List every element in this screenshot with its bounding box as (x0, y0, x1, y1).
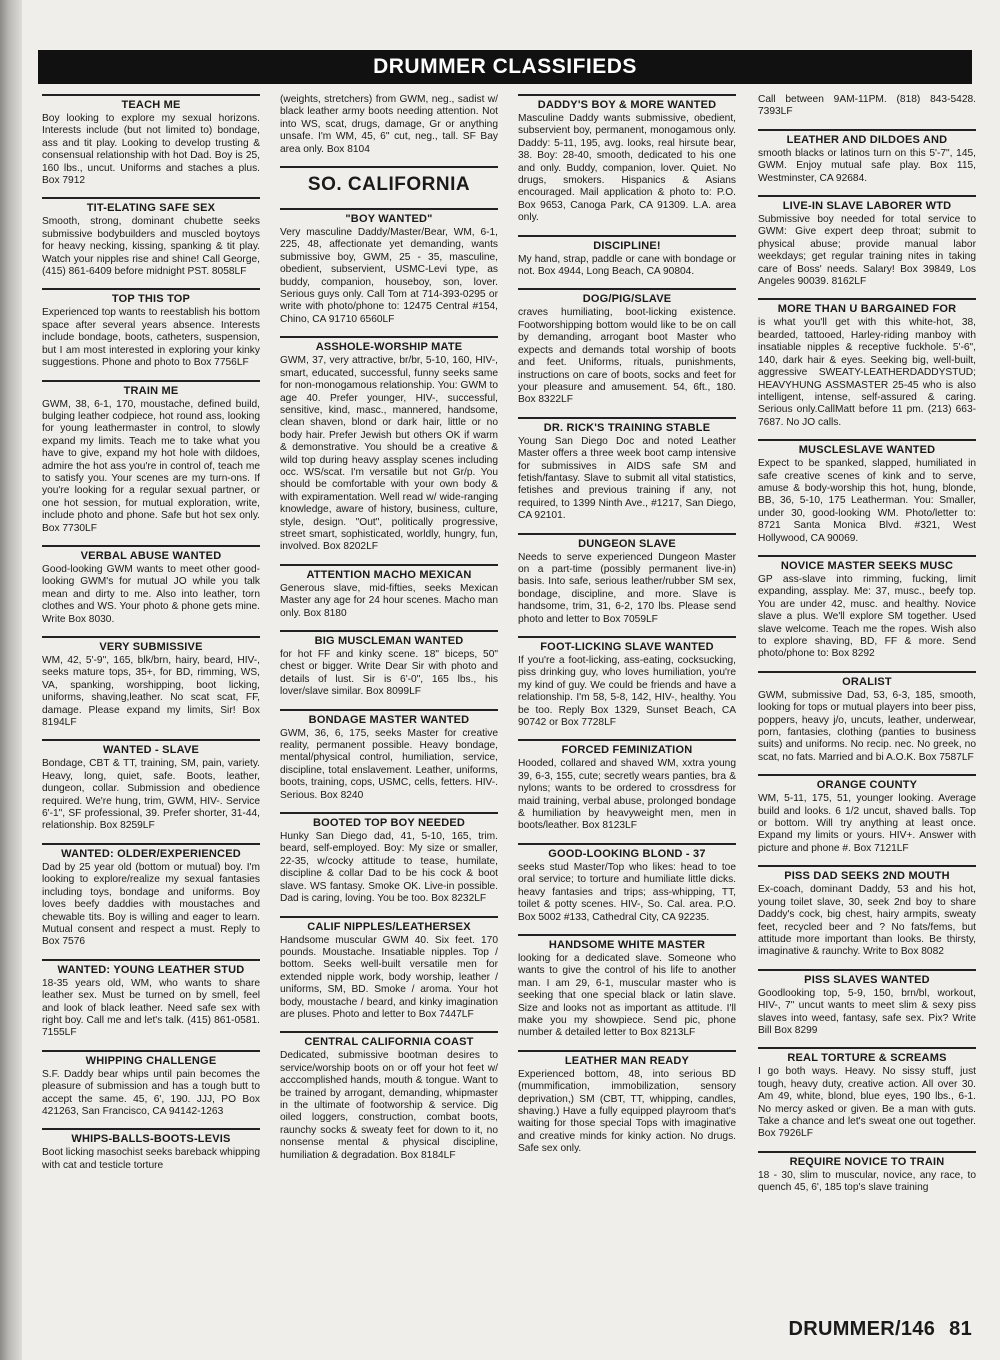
ad-body: craves humiliating, boot-licking existence. Footworshipping bottom would like to be on call by demanding, arrogant boot Master who expects and demands total worship of boots and feet. Uniforms, rituals, punishments, instructions on care of boots, socks and feet for your pleasure and amusement. 54, 6ft., 180. Box 8322LF (518, 307, 736, 406)
ad-body: Boy looking to explore my sexual horizons. Interests include (but not limited to) bondage, ass and tit play. Looking to develop trusting & consensual relationship with hot Dad. Boy is 25, 160 lbs., uncut. Uniforms and staches a plus. Box 7912 (42, 113, 260, 187)
page-banner (38, 50, 972, 84)
ad-divider (758, 555, 976, 557)
ad-title: FORCED FEMINIZATION (561, 744, 693, 757)
classified-ad (518, 94, 736, 225)
ad-divider (42, 843, 260, 845)
classified-ad (280, 208, 498, 326)
ad-title: WHIPPING CHALLENGE (85, 1054, 217, 1067)
classifieds-column-4 (758, 94, 976, 1310)
page-footer (788, 1318, 972, 1341)
ad-body: Needs to serve experienced Dungeon Master on a part-time (possibly permanent live-in) basis. Into safe, serious leather/rubber SM sex, bondage, discipline, and more. Slave is handsome, trim, 31, 6-2, 170 lbs. Please send photo and letter to Box 7059LF (518, 551, 736, 625)
classified-ad (42, 1050, 260, 1119)
classifieds-column-1 (42, 94, 260, 1310)
ad-title: VERY SUBMISSIVE (99, 641, 203, 653)
ad-title: DOG/PIG/SLAVE (582, 293, 672, 306)
classified-ad (758, 774, 976, 855)
ad-title: REQUIRE NOVICE TO TRAIN (789, 1155, 945, 1168)
ad-divider (758, 195, 976, 197)
classified-ad (758, 94, 976, 119)
ad-body: Experienced top wants to reestablish his bottom space after several years absence. Interests include bondage, boots, catheters, suspension, but I am most interested in exploring your kinky suggestions. Phone and photo to Box 7756LF (42, 307, 260, 369)
ad-divider (280, 812, 498, 814)
ad-divider (280, 336, 498, 338)
ad-body: GP ass-slave into rimming, fucking, limit expanding, assplay. Me: 37, musc., beefy top. You are under 42, musc. and healthy. Novice slave a plus. We'll explore SM together. Used slave welcome. Teach me the ropes. Wish also to explore shaving, BD, FF & more. Send photo/phone to: Box 8292 (758, 573, 976, 660)
classified-ad (518, 533, 736, 626)
ad-title: LEATHER MAN READY (564, 1054, 690, 1067)
ad-divider (518, 533, 736, 535)
ad-title: WANTED: YOUNG LEATHER STUD (57, 963, 245, 976)
ad-title: ATTENTION MACHO MEXICAN (306, 568, 472, 581)
classified-ad (518, 843, 736, 924)
ad-title: WANTED: OLDER/EXPERIENCED (61, 847, 241, 860)
ad-divider (42, 288, 260, 290)
classified-ad (518, 934, 736, 1040)
ad-body: GWM, 38, 6-1, 170, moustache, defined build, bulging leather codpiece, hot round ass, looking for young leathermaster in control, to slowly expand my limits. Teach me to take what you have to give, expand my hot hole with dildoes, admire the hot ass you're in control of, teach me to satisfy you. Your scenes are my turn-ons. If you're looking for a regular sexual partner, or one hot session, for mutual exploration, write, include photo and phone. Safe but hot sex only. Box 7730LF (42, 398, 260, 534)
ad-title: ASSHOLE-WORSHIP MATE (315, 341, 463, 354)
ad-body: is what you'll get with this white-hot, 38, bearded, tattooed, Harley-riding manboy with insatiable nipples & receptive fuckhole. 5'-6", 140, dark hair & eyes. Seeking big, well-built, aggressive SWEATY-LEATHERDADDYSTUD; HEAVYHUNG ASSMASTER 25-45 who is also intelligent, intense, self-assured & caring. Serious only.CallMatt before 11 pm. (213) 663-7687. No JO calls. (758, 317, 976, 428)
ad-title: TEACH ME (121, 99, 181, 111)
classified-ad (280, 564, 498, 620)
region-heading (280, 166, 498, 196)
ad-title: DR. RICK'S TRAINING STABLE (543, 421, 711, 434)
classified-ad (758, 865, 976, 958)
classified-ad (758, 969, 976, 1038)
classified-ad (42, 739, 260, 832)
ad-divider (758, 298, 976, 300)
ad-body: Bondage, CBT & TT, training, SM, pain, variety. Heavy, long, quiet, safe. Boots, leather, dungeon, collar. Submission and obedience required. We're hung, trim, GWM, HIV-. Service 6'-1", SF professional, 39. Prefer shorter, 31-44, relationship. Box 8259LF (42, 758, 260, 832)
ad-divider (280, 1031, 498, 1033)
classified-ad (518, 288, 736, 406)
ad-divider (518, 288, 736, 290)
ad-body: Masculine Daddy wants submissive, obedient, subservient boy, permanent, monogamous only. Daddy: 5-11, 195, avg. looks, real hirsute bear, 38. Boy: 28-40, smooth, dedicated to his one and only. Buddy, companion, lover. Quiet. No drugs, smokers. Hispanics & Asians encouraged. Mail application & photo to: P.O. Box 9653, Canoga Park, CA 91309. L.A. area only. (518, 113, 736, 224)
ad-body: WM, 5-11, 175, 51, younger looking. Average build and looks. 6 1/2 uncut, shaved balls. Top or bottom. Will try anything at least once. Expand my limits or yours. HIV+. Answer with picture and phone #. Box 7121LF (758, 793, 976, 854)
classified-ad (42, 545, 260, 626)
classified-ad (42, 380, 260, 535)
ad-body: Submissive boy needed for total service to GWM: Give expert deep throat; submit to physical abuse; provide manual labor weekdays; get regular training nites in taking care of Boss' needs. Salary! Box 39849, Los Angeles 90039. 8162LF (758, 214, 976, 288)
ad-body: Dad by 25 year old (bottom or mutual) boy. I'm looking to explore/realize my sexual fantasies including toys, bondage and uniforms. Boy loves beefy daddies with moustaches and chewable tits. Boy is willing and eager to learn. Mutual consent and respect a must. Reply to Box 7576 (42, 861, 260, 948)
ad-body: seeks stud Master/Top who likes: head to toe oral service; to torture and humiliate little dicks. heavy fantasies and trips; ass-whipping, TT, toilet & potty scenes. HIV-, So. Cal. area. P.O. Box 5002 #133, Cathedral City, CA 92235. (518, 861, 736, 923)
ad-divider (758, 865, 976, 867)
book-spine-shadow (0, 0, 22, 1360)
classified-ad (518, 739, 736, 832)
ad-body: smooth blacks or latinos turn on this 5'-7", 145, GWM. Enjoy mutual safe play. Box 115, Westminster, CA 92684. (758, 147, 976, 184)
ad-title: REAL TORTURE & SCREAMS (787, 1052, 947, 1065)
ad-divider (280, 709, 498, 711)
ad-title: DISCIPLINE! (593, 239, 661, 252)
ad-title: BIG MUSCLEMAN WANTED (314, 635, 464, 647)
ad-body: looking for a dedicated slave. Someone who wants to give the control of his life to another man. I am 29, 6-1, muscular master who is seeking that one special black or latin slave. Size and looks not as important as attitude. I'll make you my showpiece. Send pic, phone number & detailed letter to Box 8213LF (518, 952, 736, 1039)
ad-title: ORALIST (842, 675, 892, 688)
ad-title: BONDAGE MASTER WANTED (308, 713, 470, 726)
magazine-issue: DRUMMER/146 (788, 1318, 936, 1340)
ad-title: MUSCLESLAVE WANTED (798, 444, 936, 457)
ad-body: 18 - 30, slim to muscular, novice, any race, to quench 45, 6', 185 top's slave training (758, 1169, 976, 1194)
ad-body: Experienced bottom, 48, into serious BD (mummification, immobilization, sensory deprivation,) SM (CBT, TT, whipping, candles, shaving.) Have a fully equipped playroom that's waiting for those special Tops with imaginative and creative minds for kinky action. No drugs. Safe sex only. (518, 1068, 736, 1155)
ad-title: WHIPS-BALLS-BOOTS-LEVIS (71, 1133, 231, 1146)
ad-divider (280, 208, 498, 210)
classified-ad (280, 630, 498, 699)
classified-ad (42, 843, 260, 949)
ad-body: Handsome muscular GWM 40. Six feet. 170 pounds. Moustache. Insatiable nipples. Top / bottom. Seeks well-built versatile men for extended nipple work, body worship, leather / uniforms, SM, BD. Smoke / aroma. Your hot body, moustache / beard, and kinky imagination are pluses. Photo and letter to Box 7447LF (280, 934, 498, 1020)
classified-ad (280, 336, 498, 554)
ad-title: CENTRAL CALIFORNIA COAST (304, 1036, 474, 1049)
ad-divider (758, 671, 976, 673)
ad-divider (758, 439, 976, 441)
ad-title: CALIF NIPPLES/LEATHERSEX (307, 920, 471, 933)
ad-title: ORANGE COUNTY (816, 779, 918, 792)
ad-body: for hot FF and kinky scene. 18" biceps, 50" chest or bigger. Write Dear Sir with photo and details of lust. Sir is 6'-0", 165 lbs., his lover/slave similar. Box 8099LF (280, 649, 498, 698)
ad-divider (518, 417, 736, 419)
page-number: 81 (949, 1318, 972, 1340)
ad-title: FOOT-LICKING SLAVE WANTED (540, 641, 714, 653)
ad-divider (518, 636, 736, 638)
classified-ad (518, 1050, 736, 1156)
ad-body: S.F. Daddy bear whips until pain becomes the pleasure of submission and has a tough butt to accept the same. 45, 6', 190. JJJ, PO Box 421263, San Francisco, CA 94142-1263 (42, 1068, 260, 1117)
ad-title: TOP THIS TOP (111, 293, 191, 306)
ad-body: Dedicated, submissive bootman desires to service/worship boots on or off your hot feet w/ acccomplished hands, mouth & tongue. Want to be trained by arrogant, demanding, whipmaster in the ultimate of footworship & service. Dig oiled loggers, construction, combat boots, raunchy socks & sweaty feet for down to it, no nonsense mental & physical discipline, humiliation & degradation. Box 8184LF (280, 1050, 498, 1161)
ad-body: Goodlooking top, 5-9, 150, brn/bl, workout, HIV-, 7" uncut wants to meet slim & sexy piss slaves into weed, fantasy, safe sex. Pix? Write Bill Box 8299 (758, 987, 976, 1036)
ad-divider (758, 969, 976, 971)
ad-divider (518, 843, 736, 845)
ad-body: WM, 42, 5'-9", 165, blk/brn, hairy, beard, HIV-, seeks mature tops, 35+, for BD, rimming, WS, VA, spanking, worshipping, boot licking, uniforms, shaving,leather. No scat scat, FF, damage. Please expand my limits, Sir! Box 8194LF (42, 655, 260, 729)
ad-title: VERBAL ABUSE WANTED (80, 549, 222, 562)
ad-body: GWM, 37, very attractive, br/br, 5-10, 160, HIV-, smart, educated, successful, funny seeks same for non-monogamous relationship. You: GWM to age 40. Prefer younger, HIV-, successful, sensitive, kind, masc., mannered, handsome, clean shaven, blond or dark hair, little or no body hair. Prefer Jewish but others OK if warm & demonstrative. You should be a creative & wild top during heavy assplay scenes including occ. WS/scat. I'm versatile but not Gr/p. You should be comfortable with your own body & with expiramentation. Well read w/ wide-ranging knowledge, aware of history, business, culture, style, design. "Out", politically progressive, street smart, sophisticated, worldly, hungry, fun, involved. Box 8202LF (280, 355, 498, 553)
ad-body: Hooded, collared and shaved WM, xxtra young 39, 6-3, 155, cute; secretly wears panties, bra & nylons; wants to be ordered to crossdress for maid training, verbal abuse, prolonged bondage & humiliation by heavyweight men, men in boots/leather. Box 8123LF (518, 758, 736, 832)
ad-divider (280, 564, 498, 566)
classified-ad (280, 812, 498, 905)
ad-body: Expect to be spanked, slapped, humiliated in safe creative scenes of kink and to serve, amuse & body-worship this hot, hung, blonde, BB, 36, 5-10, 175 Leatherman. You: Smaller, under 30, good-looking WM. Photo/letter to: 8721 Santa Monica Blvd. #321, West Hollywood, CA 90069. (758, 458, 976, 544)
ad-divider (518, 235, 736, 237)
classified-ad (280, 709, 498, 802)
classified-ad (42, 288, 260, 369)
classified-ad (758, 129, 976, 185)
ad-body: I go both ways. Heavy. No sissy stuff, just tough, heavy duty, creative action. All over 30. Am 49, white, blond, blue eyes, 190 lbs., 6-1. No mercy asked or given. Be a man with guts. Take a chance and let's sweat one out together. Box 7926LF (758, 1066, 976, 1140)
ad-body: If you're a foot-licking, ass-eating, cocksucking, piss drinking guy, who loves humiliation, you're my kind of guy. We could be friends and have a relationship. I'm 58, 5-8, 142, HIV-, healthy. You be too. Reply Box 1329, Sunset Beach, CA 90742 or Box 7728LF (518, 655, 736, 729)
classified-ad (280, 1031, 498, 1162)
ad-divider (518, 1050, 736, 1052)
ad-title: NOVICE MASTER SEEKS MUSC (780, 559, 954, 572)
classifieds-column-3 (518, 94, 736, 1310)
ad-body: 18-35 years old, WM, who wants to share leather sex. Must be turned on by smell, feel and look of black leather. Need safe sex with right boy. Call me and let's talk. (415) 861-0581. 7155LF (42, 977, 260, 1039)
ad-divider (42, 380, 260, 382)
classified-ad (518, 235, 736, 279)
ad-divider (758, 1047, 976, 1049)
ad-title: DADDY'S BOY & MORE WANTED (537, 99, 717, 111)
ad-title: BOOTED TOP BOY NEEDED (312, 817, 466, 830)
classified-ad (758, 439, 976, 545)
classified-ad (758, 298, 976, 429)
ad-divider (42, 636, 260, 638)
classified-ad (42, 197, 260, 278)
ad-divider (518, 94, 736, 96)
ad-title: MORE THAN U BARGAINED FOR (777, 303, 957, 316)
ad-title: LIVE-IN SLAVE LABORER WTD (782, 200, 952, 213)
classifieds-column-2 (280, 94, 498, 1310)
ad-title: WANTED - SLAVE (102, 744, 200, 757)
ad-body: (weights, stretchers) from GWM, neg., sadist w/ black leather army boots needing attention. Not into WS, scat, drugs, damage, Gr or anything unsafe. I'm WM, 45, 6" cut, neg., tall. SF Bay area only. Box 8104 (280, 94, 498, 155)
ad-title: TIT-ELATING SAFE SEX (86, 202, 216, 215)
ad-body: Boot licking masochist seeks bareback whipping with cat and testicle torture (42, 1147, 260, 1171)
ad-title: "BOY WANTED" (345, 213, 433, 226)
ad-divider (42, 739, 260, 741)
ad-body: Young San Diego Doc and noted Leather Master offers a three week boot camp intensive for submissives in AIDS safe SM and fetish/fantasy. Slave to submit all vital statistics, fetishes and previous training if any, not required, to 1399 Ninth Ave., #1217, San Diego, CA 92101. (518, 435, 736, 522)
ad-body: GWM, 36, 6, 175, seeks Master for creative reality, permanent possible. Heavy bondage, mental/physical control, humiliation, service, discipline, total enslavement. Leather, uniforms, boots, training, cops, USMC, cells, fetters. HIV-. Serious. Box 8240 (280, 727, 498, 801)
classified-ad (42, 1128, 260, 1172)
ad-divider (758, 129, 976, 131)
classified-ad (758, 1047, 976, 1140)
ad-body: Ex-coach, dominant Daddy, 53 and his hot, young toilet slave, 30, seek 2nd boy to share Daddy's cock, big chest, hairy armpits, sweaty feet, recycled beer and ? No fats/fems, but attitude more important than looks. Be thirsty, imaginative & raunchy. Write to Box 8082 (758, 884, 976, 958)
classified-ad (518, 636, 736, 729)
region-title: SO. CALIFORNIA (307, 174, 471, 196)
classified-ad (42, 959, 260, 1040)
ad-body: Very masculine Daddy/Master/Bear, WM, 6-1, 225, 48, affectionate yet demanding, wants submissive boy, GWM, 25 - 35, masculine, obedient, subservient, USMC-Levi type, as buddy, companion, houseboy, son, lover. Serious guys only. Call Tom at 714-393-0295 or write with photo/phone to: 12475 Central #154, Chino, CA 91710 6560LF (280, 227, 498, 325)
ad-divider (42, 1128, 260, 1130)
classified-ad (758, 671, 976, 764)
ad-title: DUNGEON SLAVE (578, 537, 676, 550)
ad-title: HANDSOME WHITE MASTER (548, 938, 706, 951)
ad-body: GWM, submissive Dad, 53, 6-3, 185, smooth, looking for tops or mutual players into beer piss, poppers, heavy j/o, uncuts, leather, underwear, porn, fantasies, clothing (panties to business suits) and uniforms. No recip. nec. No greek, no scat, no fats. Married and bi A.O.K. Box 7587LF (758, 689, 976, 763)
classified-ad (280, 94, 498, 156)
ad-body: My hand, strap, paddle or cane with bondage or not. Box 4944, Long Beach, CA 90804. (518, 253, 736, 278)
ad-body: Generous slave, mid-fifties, seeks Mexican Master any age for 24 hour scenes. Macho man only. Box 8180 (280, 582, 498, 619)
ad-body: Smooth, strong, dominant chubette seeks submissive bodybuilders and muscled boytoys for heavy necking, kissing, spanking & tit play. Watch your nipples rise and shine! Call George, (415) 861-6409 before midnight PST. 8058LF (42, 216, 260, 278)
ad-divider (758, 774, 976, 776)
classified-ad (280, 916, 498, 1022)
classified-ad (758, 1151, 976, 1195)
ad-divider (280, 916, 498, 918)
ad-title: LEATHER AND DILDOES AND (786, 133, 948, 146)
ad-body: Call between 9AM-11PM. (818) 843-5428. 7393LF (758, 94, 976, 118)
classified-ad (758, 555, 976, 661)
ad-divider (42, 959, 260, 961)
ad-divider (518, 934, 736, 936)
ad-divider (42, 1050, 260, 1052)
ad-body: Good-looking GWM wants to meet other good-looking GWM's for mutual JO while you talk mean and dirty to me. Also into leather, torn clothes and WS. Your photo & phone gets mine. Write Box 8030. (42, 563, 260, 625)
classified-ad (42, 94, 260, 187)
ad-divider (518, 739, 736, 741)
ad-divider (42, 545, 260, 547)
banner-title: DRUMMER CLASSIFIEDS (373, 55, 637, 78)
ad-title: TRAIN ME (123, 384, 179, 397)
ad-divider (42, 94, 260, 96)
classified-ad (42, 636, 260, 729)
ad-divider (758, 1151, 976, 1153)
ad-title: GOOD-LOOKING BLOND - 37 (548, 847, 706, 860)
ad-title: PISS SLAVES WANTED (804, 973, 930, 986)
classified-ad (518, 417, 736, 523)
ad-divider (42, 197, 260, 199)
ad-title: PISS DAD SEEKS 2ND MOUTH (784, 870, 950, 883)
ad-body: Hunky San Diego dad, 41, 5-10, 165, trim. beard, self-employed. Boy: My size or smaller, 22-35, w/cocky attitude to tease, humilate, discipline & collar Dad to be his cock & boot slave. WS fantasy. Smoke OK. Live-in possible. Dad is caring, loving. You be too. Box 8232LF (280, 831, 498, 905)
ad-divider (280, 630, 498, 632)
classified-ad (758, 195, 976, 288)
